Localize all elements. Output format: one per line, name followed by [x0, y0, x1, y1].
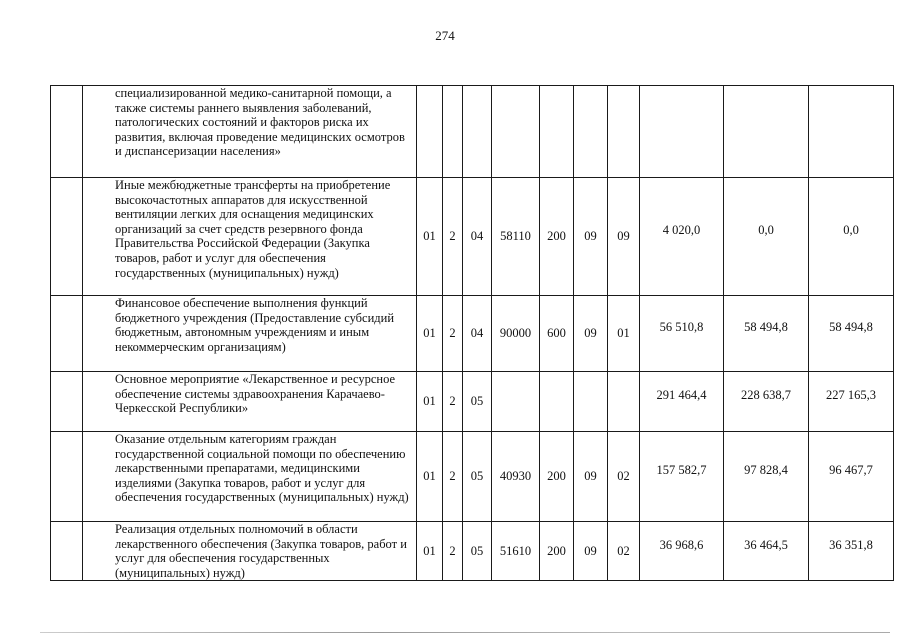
code-program — [417, 86, 443, 178]
row-number-cell — [51, 432, 83, 522]
row-description: специализированной медико-санитарной помощи, а также системы раннего выявления заболеваний, патологических состояний и факторов риска их развития, включая проведение медицинских осмотров и диспансеризации населения» — [83, 86, 417, 178]
amount-year-1: 36 968,6 — [640, 522, 724, 581]
code-subsection: 01 — [608, 296, 640, 372]
table-row — [51, 86, 894, 178]
row-description: Оказание отдельным категориям граждан государственной социальной помощи по обеспечению лекарственными препаратами, медицинскими изделиями (Закупка товаров, работ и услуг для обеспечения государственных (муниципальных) нужд) — [83, 432, 417, 522]
code-program: 01 — [417, 372, 443, 432]
row-description: Финансовое обеспечение выполнения функций бюджетного учреждения (Предоставление субсидий бюджетным, автономным учреждениям и иным некоммерческим организациям) — [83, 296, 417, 372]
code-subprogram — [443, 86, 463, 178]
code-activity: 05 — [463, 372, 492, 432]
code-subsection: 02 — [608, 522, 640, 581]
code-direction — [492, 86, 540, 178]
amount-year-1: 291 464,4 — [640, 372, 724, 432]
row-description: Иные межбюджетные трансферты на приобретение высокочастотных аппаратов для искусственной вентиляции легких для оснащения медицинских организаций за счет средств резервного фонда Правительства Российской Федерации (Закупка товаров, работ и услуг для обеспечения государственных (муниципальных) нужд) — [83, 178, 417, 296]
amount-year-3: 227 165,3 — [809, 372, 894, 432]
amount-year-2: 0,0 — [724, 178, 809, 296]
code-section — [574, 372, 608, 432]
code-section: 09 — [574, 296, 608, 372]
code-direction: 40930 — [492, 432, 540, 522]
code-section: 09 — [574, 522, 608, 581]
code-section: 09 — [574, 178, 608, 296]
table-row — [51, 522, 894, 581]
row-number-cell — [51, 296, 83, 372]
code-activity: 04 — [463, 296, 492, 372]
code-subprogram: 2 — [443, 372, 463, 432]
row-description: Реализация отдельных полномочий в области лекарственного обеспечения (Закупка товаров, работ и услуг для обеспечения государственных (муниципальных) нужд) — [83, 522, 417, 581]
code-direction — [492, 372, 540, 432]
amount-year-3 — [809, 86, 894, 178]
code-expense-type: 200 — [540, 178, 574, 296]
row-number-cell — [51, 178, 83, 296]
budget-table — [50, 85, 894, 581]
amount-year-2: 36 464,5 — [724, 522, 809, 581]
page-number: 274 — [435, 28, 455, 43]
code-direction: 90000 — [492, 296, 540, 372]
row-number-cell — [51, 522, 83, 581]
code-activity — [463, 86, 492, 178]
row-number-cell — [51, 372, 83, 432]
code-activity: 04 — [463, 178, 492, 296]
table-row — [51, 372, 894, 432]
row-description: Основное мероприятие «Лекарственное и ресурсное обеспечение системы здравоохранения Карачаево-Черкесской Республики» — [83, 372, 417, 432]
code-subprogram: 2 — [443, 522, 463, 581]
table-row — [51, 296, 894, 372]
amount-year-1 — [640, 86, 724, 178]
code-subsection — [608, 86, 640, 178]
code-subprogram: 2 — [443, 432, 463, 522]
amount-year-1: 56 510,8 — [640, 296, 724, 372]
code-section: 09 — [574, 432, 608, 522]
amount-year-3: 0,0 — [809, 178, 894, 296]
code-section — [574, 86, 608, 178]
code-subsection: 02 — [608, 432, 640, 522]
amount-year-2 — [724, 86, 809, 178]
amount-year-3: 96 467,7 — [809, 432, 894, 522]
table-row — [51, 432, 894, 522]
amount-year-1: 157 582,7 — [640, 432, 724, 522]
code-expense-type: 600 — [540, 296, 574, 372]
amount-year-2: 97 828,4 — [724, 432, 809, 522]
code-activity: 05 — [463, 522, 492, 581]
code-program: 01 — [417, 296, 443, 372]
code-expense-type — [540, 372, 574, 432]
code-expense-type: 200 — [540, 432, 574, 522]
code-subprogram: 2 — [443, 296, 463, 372]
amount-year-3: 58 494,8 — [809, 296, 894, 372]
amount-year-2: 58 494,8 — [724, 296, 809, 372]
amount-year-3: 36 351,8 — [809, 522, 894, 581]
code-expense-type: 200 — [540, 522, 574, 581]
code-subsection: 09 — [608, 178, 640, 296]
code-expense-type — [540, 86, 574, 178]
code-subsection — [608, 372, 640, 432]
row-number-cell — [51, 86, 83, 178]
code-direction: 51610 — [492, 522, 540, 581]
code-subprogram: 2 — [443, 178, 463, 296]
code-activity: 05 — [463, 432, 492, 522]
code-program: 01 — [417, 522, 443, 581]
code-program: 01 — [417, 178, 443, 296]
code-program: 01 — [417, 432, 443, 522]
code-direction: 58110 — [492, 178, 540, 296]
amount-year-1: 4 020,0 — [640, 178, 724, 296]
table-row — [51, 178, 894, 296]
amount-year-2: 228 638,7 — [724, 372, 809, 432]
scan-edge-line — [40, 632, 890, 633]
